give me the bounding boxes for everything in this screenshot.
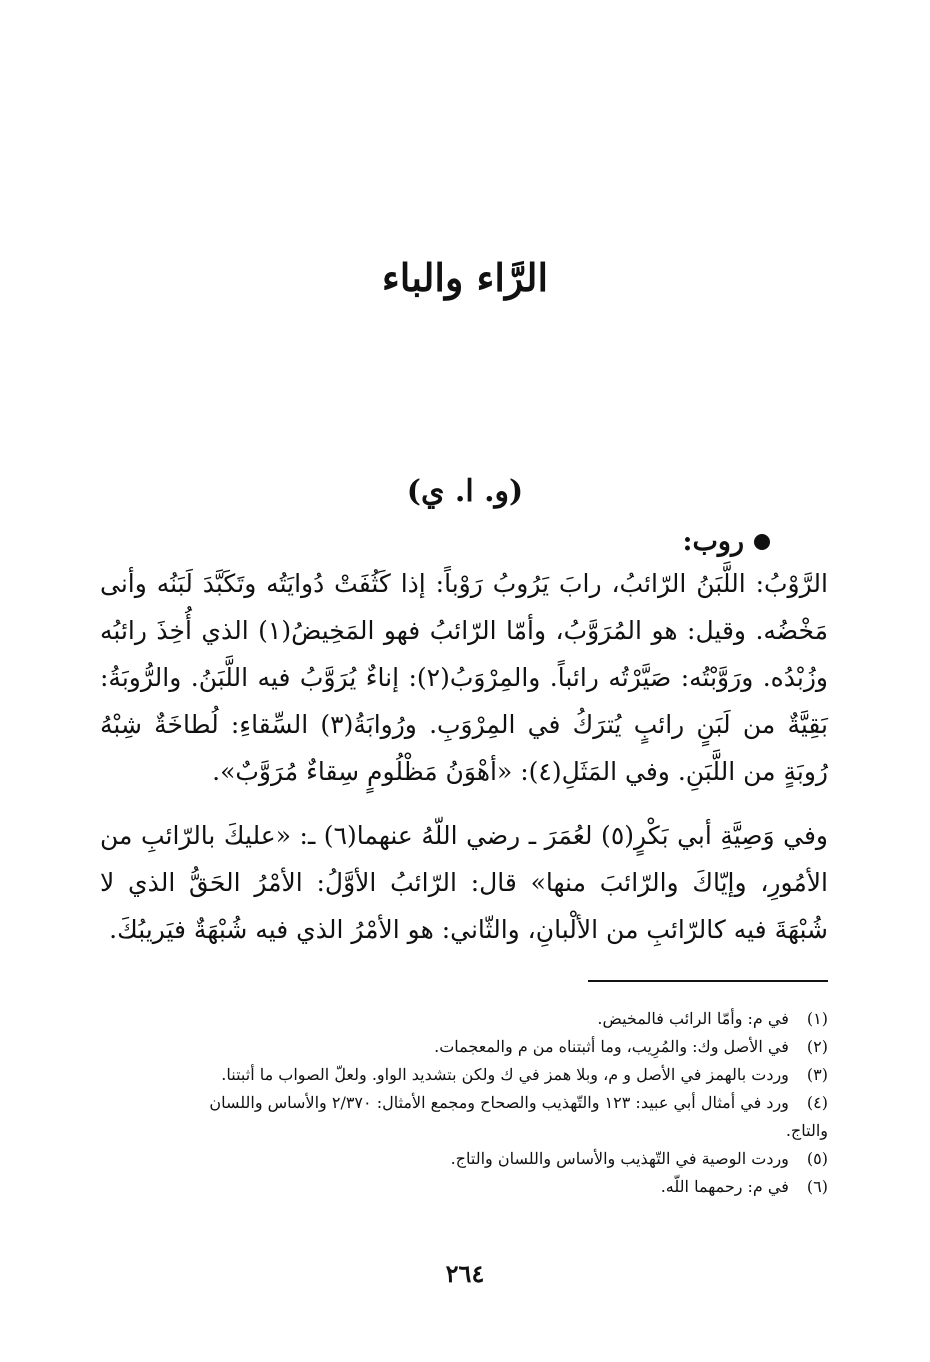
- footnote-text: وردت بالهمز في الأصل و م، وبلا همز في ك ولكن بتشديد الواو. ولعلّ الصواب ما أثبتنا.: [221, 1065, 789, 1084]
- footnote-number: (٦): [806, 1177, 828, 1196]
- footnote-1: [100, 1005, 828, 1033]
- footnote-4-continued: [100, 1117, 828, 1145]
- footnote-text: في م: وأمّا الرائب فالمخيض.: [597, 1009, 789, 1028]
- footnotes-list: [100, 1005, 828, 1201]
- footnote-text: في م: رحمهما اللّه.: [660, 1177, 789, 1196]
- bullet-icon: [754, 534, 770, 550]
- entry-heading: [683, 522, 770, 562]
- entry-paragraph-1: الرَّوْبُ: اللَّبَنُ الرّائبُ، رابَ يَرُوبُ رَوْباً: إذا كَثُفَتْ دُوايَتُه وتَكَبَّدَ لَبَنُه وأنى مَخْضُه. وقيل: هو المُرَوَّبُ، وأمّا الرّائبُ فهو المَخِيضُ(١) الذي أُخِذَ رائبُه وزُبْدُه. ورَوَّبْتُه: صَيَّرْتُه رائباً. والمِرْوَبُ(٢): إناءٌ يُرَوَّبُ فيه اللَّبَنُ. والرُّوبَةُ: بَقِيَّةٌ من لَبَنٍ رائبٍ يُترَكُ في المِرْوَبِ. ورُوابَةُ(٣) السِّقاءِ: لُطاخَةٌ شِبْهُ رُوبَةٍ من اللَّبَنِ. وفي المَثَلِ(٤): «أهْوَنُ مَظْلُومٍ سِقاءٌ مُرَوَّبٌ».: [100, 569, 828, 786]
- entry-root: روب:: [682, 526, 744, 557]
- footnote-number: (٤): [806, 1093, 828, 1112]
- footnote-3: [100, 1061, 828, 1089]
- page-number: ٢٦٤: [445, 1259, 485, 1288]
- footnote-number: (٢): [806, 1037, 828, 1056]
- subsection-title: (و. ا. ي): [406, 474, 524, 509]
- footnote-number: (٣): [806, 1065, 828, 1084]
- footnote-2: [100, 1033, 828, 1061]
- footnote-text: والتاج.: [785, 1121, 828, 1140]
- footnote-5: [100, 1145, 828, 1173]
- footnote-4: [100, 1089, 828, 1117]
- footnote-text: في الأصل وك: والمُرِيب، وما أثبتناه من م والمعجمات.: [434, 1037, 789, 1056]
- footnote-6: [100, 1173, 828, 1201]
- footnote-text: وردت الوصية في التّهذيب والأساس واللسان والتاج.: [450, 1149, 789, 1168]
- footnote-text: ورد في أمثال أبي عبيد: ١٢٣ والتّهذيب والصحاح ومجمع الأمثال: ٢/٣٧٠ والأساس واللسان: [209, 1093, 789, 1112]
- footnote-number: (٥): [806, 1149, 828, 1168]
- chapter-title: الرَّاء والباء: [381, 255, 549, 300]
- footnote-divider: [588, 980, 828, 982]
- footnote-number: (١): [806, 1009, 828, 1028]
- entry-paragraph-2: وفي وَصِيَّةِ أبي بَكْرٍ(٥) لعُمَرَ ـ رضي اللّهُ عنهما(٦) ـ: «عليكَ بالرّائبِ من الأمُورِ، وإيّاكَ والرّائبَ منها» قال: الرّائبُ الأوَّلُ: الأمْرُ الحَقُّ الذي لا شُبْهَةَ فيه كالرّائبِ من الألْبانِ، والثّاني: هو الأمْرُ الذي فيه شُبْهَةٌ فيَريبُكَ.: [100, 821, 828, 944]
